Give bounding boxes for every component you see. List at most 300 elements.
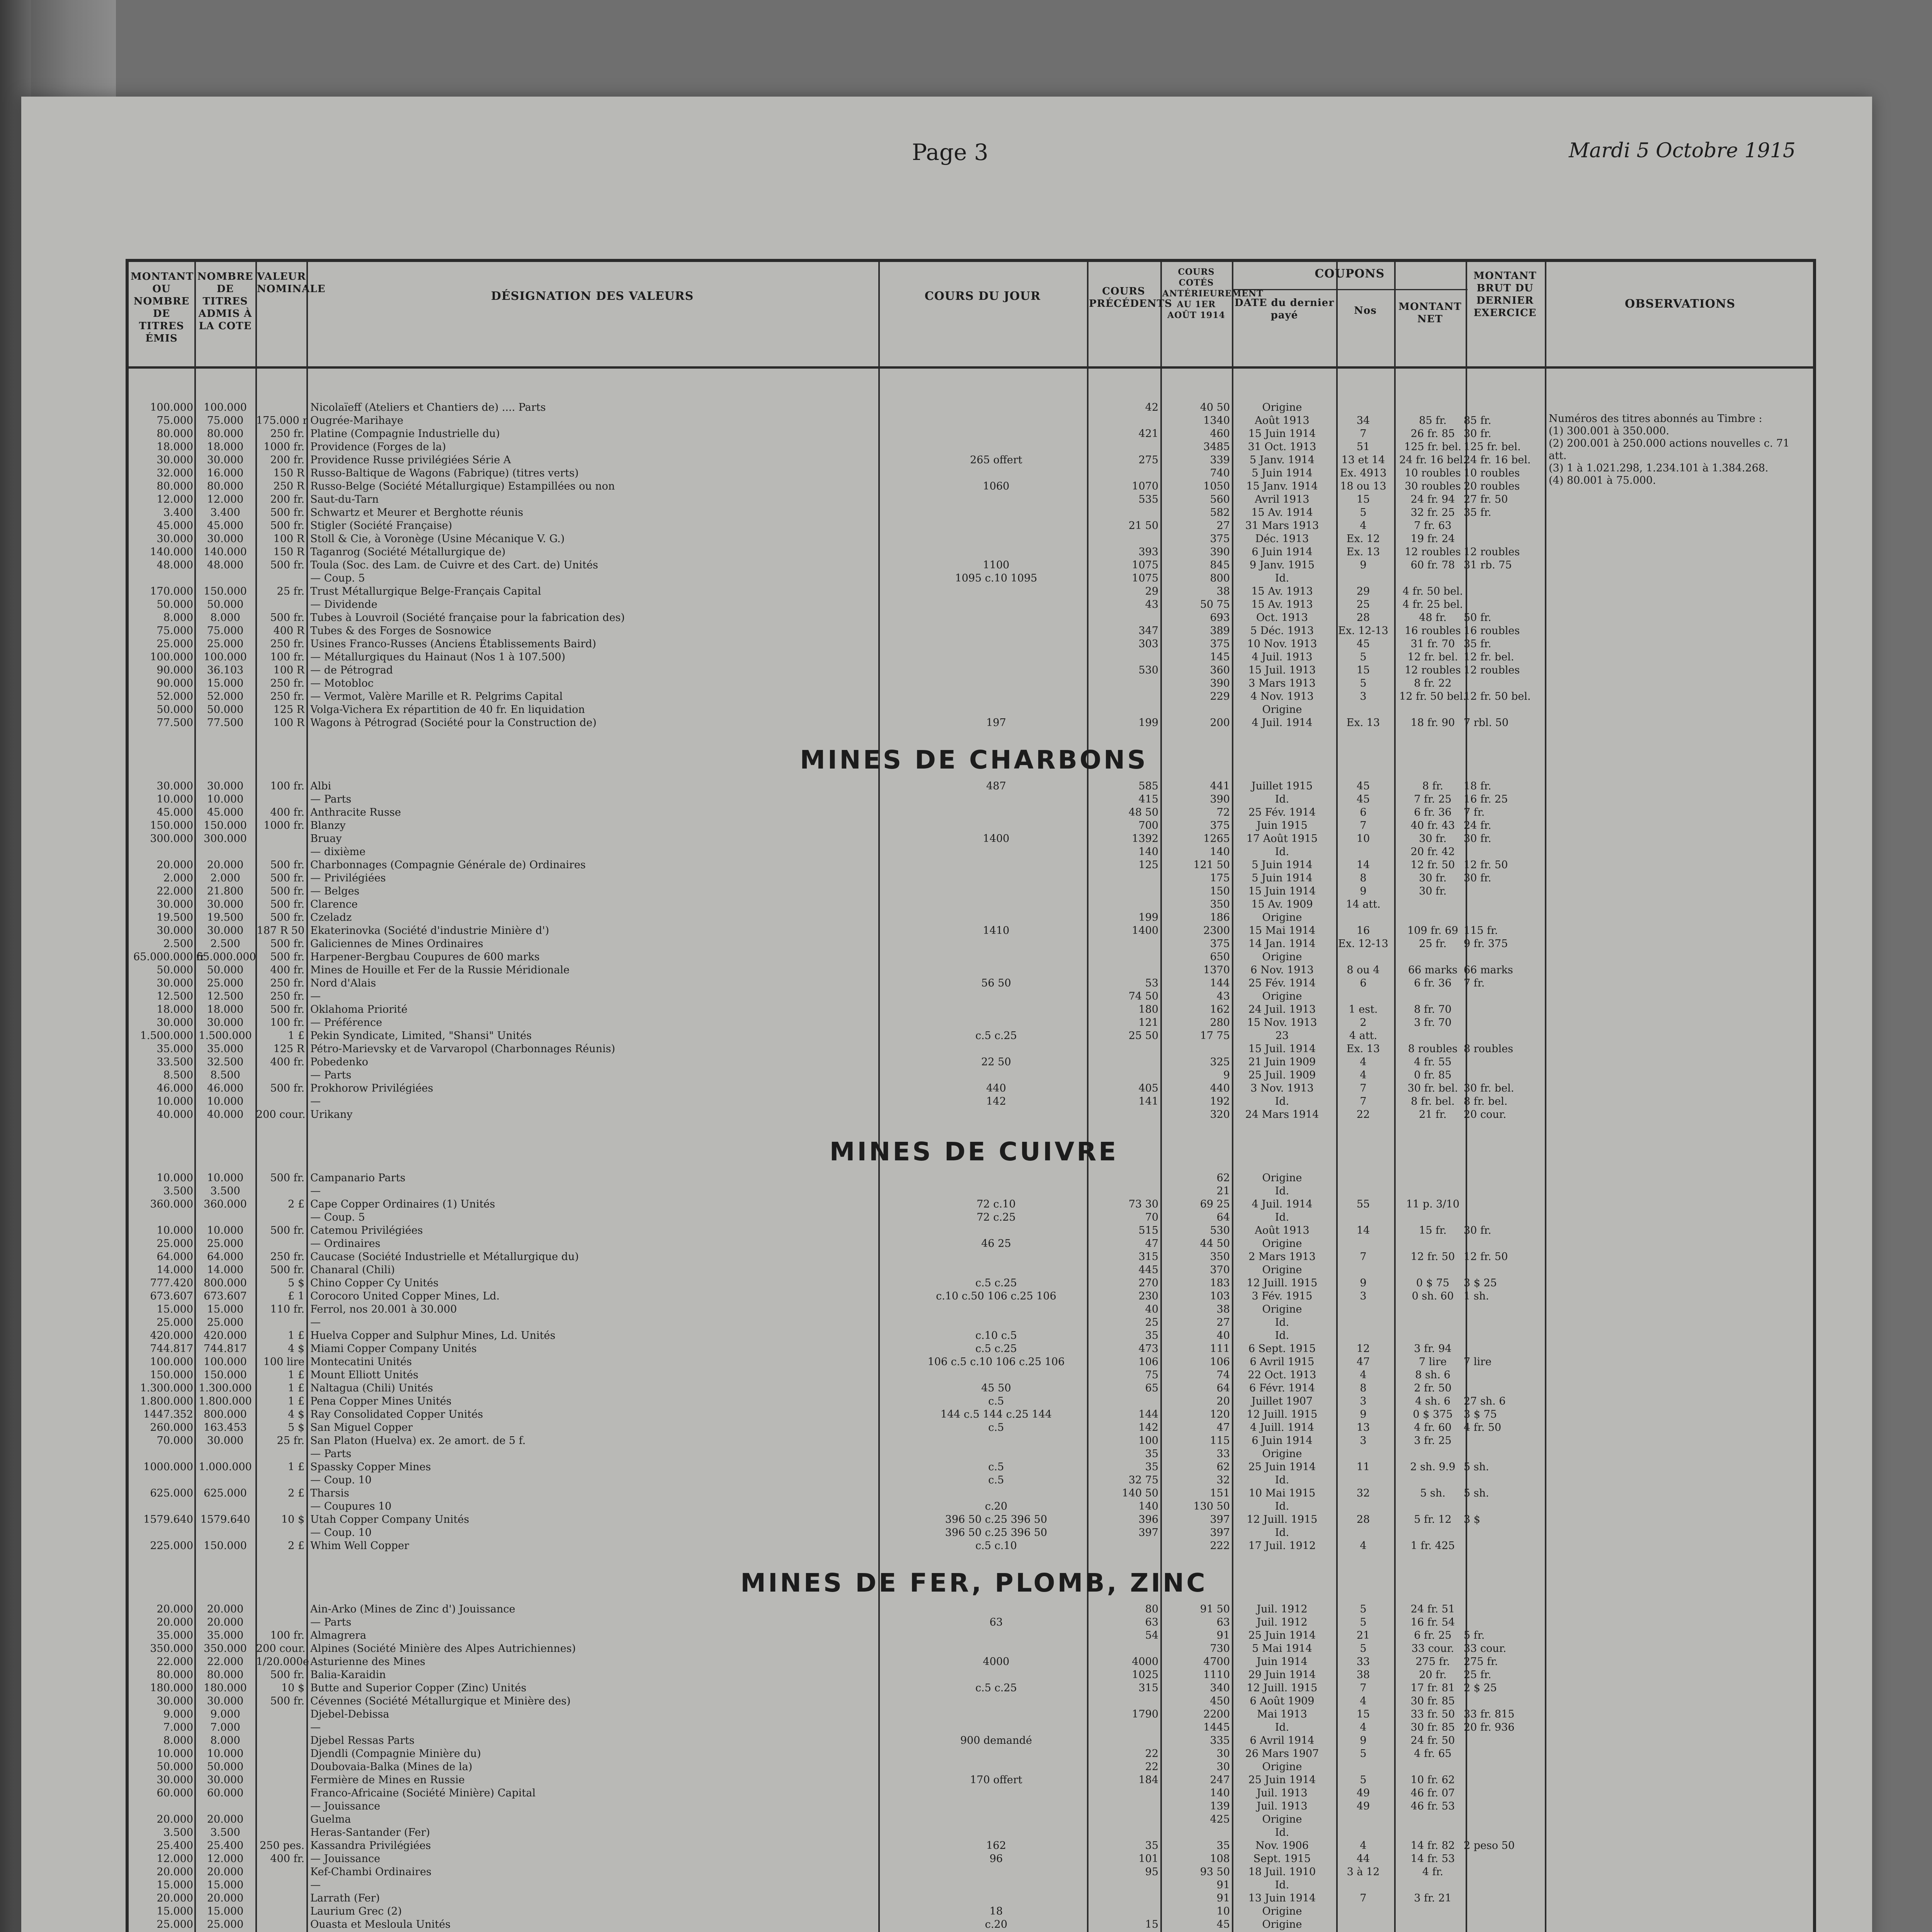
cell-date-coupon: Id. <box>1275 1211 1289 1223</box>
cell-cours-cote: 40 <box>1216 1330 1230 1342</box>
cell-date-coupon: 24 Juil. 1913 <box>1248 1003 1316 1015</box>
cell-cours-precedent: 421 <box>1138 428 1158 440</box>
cell-montant-net: 4 fr. 55 <box>1414 1056 1452 1068</box>
cell-designation: Tubes & des Forges de Sosnowice <box>310 625 492 637</box>
col-cours-precedents: COURS PRÉCÉDENTS <box>1089 286 1172 310</box>
cell-montant-brut: 7 fr. <box>1464 806 1485 818</box>
cell-montant-net: 33 cour. <box>1411 1643 1454 1655</box>
cell-designation: Russo-Belge (Société Métallurgique) Estampillées ou non <box>310 480 615 492</box>
cell-nombre: 25.400 <box>207 1840 244 1852</box>
cell-cours-cote: 350 <box>1210 898 1230 910</box>
cell-nombre: 20.000 <box>207 1616 244 1628</box>
cell-date-coupon: 2 Mars 1913 <box>1248 1251 1316 1263</box>
cell-cours-cote: 30 <box>1216 1748 1230 1760</box>
cell-nombre: 18.000 <box>207 1003 244 1015</box>
cell-date-coupon: 15 Mai 1914 <box>1248 925 1316 937</box>
table-row <box>129 1813 1819 1826</box>
cell-date-coupon: 6 Août 1909 <box>1250 1695 1315 1707</box>
cell-numero-coupon: 4 <box>1360 1069 1367 1081</box>
cell-designation: Ouasta et Mesloula Unités <box>310 1918 451 1930</box>
cell-designation: Usines Franco-Russes (Anciens Établissements Baird) <box>310 638 596 650</box>
cell-designation: Nicolaïeff (Ateliers et Chantiers de) .... Parts <box>310 401 546 413</box>
cell-designation: Taganrog (Société Métallurgique de) <box>310 546 506 558</box>
cell-nombre: 48.000 <box>207 559 244 571</box>
table-row <box>129 1290 1819 1303</box>
table-row <box>129 1539 1819 1553</box>
table-row <box>129 924 1819 937</box>
cell-valeur: 500 fr. <box>270 612 304 624</box>
cell-numero-coupon: 13 et 14 <box>1341 454 1385 466</box>
cell-cours-jour: 96 <box>989 1853 1003 1865</box>
cell-montant: 46.000 <box>156 1082 193 1094</box>
cell-nombre: 30.000 <box>207 454 244 466</box>
cell-montant: 100.000 <box>150 401 193 413</box>
cell-cours-jour: 396 50 c.25 396 50 <box>945 1527 1048 1539</box>
cell-designation: Franco-Africaine (Société Minière) Capital <box>310 1787 536 1799</box>
cell-nombre: 20.000 <box>207 1813 244 1825</box>
cell-numero-coupon: 3 <box>1360 690 1367 702</box>
cell-montant: 300.000 <box>150 833 193 845</box>
cell-montant-brut: 24 fr. 16 bel. <box>1464 454 1531 466</box>
cell-cours-precedent: 21 50 <box>1128 520 1158 532</box>
cell-montant-brut: 30 fr. <box>1464 428 1492 440</box>
cell-cours-cote: 2300 <box>1203 925 1230 937</box>
cell-designation: Platine (Compagnie Industrielle du) <box>310 428 500 440</box>
cell-cours-jour: 1060 <box>983 480 1010 492</box>
cell-montant-net: 19 fr. 24 <box>1410 533 1455 545</box>
table-row <box>129 1447 1819 1461</box>
cell-cours-cote: 389 <box>1210 625 1230 637</box>
cell-date-coupon: Origine <box>1262 951 1302 963</box>
cell-nombre: 50.000 <box>207 599 244 611</box>
table-row <box>129 845 1819 859</box>
table-row <box>129 937 1819 951</box>
table-row <box>129 690 1819 703</box>
cell-montant: 15.000 <box>156 1879 193 1891</box>
cell-cours-precedent: 74 50 <box>1128 990 1158 1002</box>
cell-nombre: 180.000 <box>204 1682 247 1694</box>
cell-numero-coupon: 6 <box>1360 806 1367 818</box>
cell-montant-net: 7 fr. 63 <box>1414 520 1452 532</box>
cell-numero-coupon: 13 <box>1356 1422 1370 1434</box>
cell-numero-coupon: Ex. 12 <box>1346 533 1380 545</box>
cell-date-coupon: 31 Mars 1913 <box>1245 520 1319 532</box>
cell-nombre: 30.000 <box>207 780 244 792</box>
cell-date-coupon: Origine <box>1262 1761 1302 1773</box>
cell-nombre: 625.000 <box>204 1487 247 1499</box>
cell-montant: 75.000 <box>156 415 193 427</box>
cell-designation: Djendli (Compagnie Minière du) <box>310 1748 481 1760</box>
cell-cours-cote: 1445 <box>1203 1721 1230 1733</box>
cell-designation: Spassky Copper Mines <box>310 1461 431 1473</box>
table-row <box>129 585 1819 598</box>
cell-montant: 70.000 <box>156 1435 193 1447</box>
cell-montant: 20.000 <box>156 1866 193 1878</box>
cell-designation: Czeladz <box>310 912 352 923</box>
cell-date-coupon: Juil. 1912 <box>1257 1603 1308 1615</box>
table-row <box>129 1382 1819 1395</box>
cell-numero-coupon: 33 <box>1356 1656 1370 1668</box>
table-header <box>129 262 1813 369</box>
cell-montant-brut: 8 fr. bel. <box>1464 1095 1508 1107</box>
cell-numero-coupon: 9 <box>1360 885 1367 897</box>
cell-nombre: 22.000 <box>207 1656 244 1668</box>
cell-cours-cote: 140 <box>1210 1787 1230 1799</box>
cell-valeur: 10 $ <box>281 1682 304 1694</box>
cell-montant-brut: 33 fr. 815 <box>1464 1708 1515 1720</box>
cell-montant: 1.500.000 <box>140 1030 193 1042</box>
cell-cours-precedent: 25 50 <box>1128 1030 1158 1042</box>
cell-cours-cote: 800 <box>1210 572 1230 584</box>
cell-montant-net: 32 fr. 25 <box>1410 507 1455 519</box>
cell-nombre: 744.817 <box>204 1343 247 1355</box>
table-body <box>129 401 1819 1932</box>
table-row <box>129 1303 1819 1316</box>
cell-date-coupon: 15 Juin 1914 <box>1248 428 1316 440</box>
cell-montant: 50.000 <box>156 964 193 976</box>
cell-nombre: 80.000 <box>207 1669 244 1681</box>
cell-montant: 52.000 <box>156 690 193 702</box>
cell-valeur: 500 fr. <box>270 1172 304 1184</box>
page-number: Page 3 <box>912 139 988 165</box>
cell-designation: Montecatini Unités <box>310 1356 412 1368</box>
cell-cours-precedent: 303 <box>1138 638 1158 650</box>
cell-date-coupon: 25 Juil. 1909 <box>1248 1069 1316 1081</box>
cell-numero-coupon: 5 <box>1360 1643 1367 1655</box>
cell-cours-cote: 64 <box>1216 1382 1230 1394</box>
cell-nombre: 800.000 <box>204 1408 247 1420</box>
cell-montant: 20.000 <box>156 1892 193 1904</box>
cell-montant-brut: 125 fr. bel. <box>1464 441 1521 453</box>
cell-nombre: 10.000 <box>207 1225 244 1236</box>
cell-valeur: 125 R <box>273 704 304 716</box>
cell-date-coupon: 4 Juill. 1914 <box>1250 1422 1314 1434</box>
cell-designation: Butte and Superior Copper (Zinc) Unités <box>310 1682 527 1694</box>
cell-numero-coupon: 47 <box>1356 1356 1370 1368</box>
cell-nombre: 2.500 <box>210 938 240 950</box>
cell-cours-precedent: 535 <box>1138 493 1158 505</box>
table-row <box>129 1342 1819 1355</box>
cell-date-coupon: 6 Juin 1914 <box>1252 546 1313 558</box>
cell-cours-precedent: 530 <box>1138 664 1158 676</box>
cell-nombre: 25.000 <box>207 638 244 650</box>
cell-designation: Ferrol, nos 20.001 à 30.000 <box>310 1303 457 1315</box>
cell-montant-net: 2 fr. 50 <box>1414 1382 1452 1394</box>
cell-date-coupon: 14 Jan. 1914 <box>1248 938 1316 950</box>
cell-nombre: 65.000.000 <box>196 951 256 963</box>
cell-date-coupon: Juil. 1913 <box>1257 1787 1308 1799</box>
cell-montant: 90.000 <box>156 677 193 689</box>
cell-numero-coupon: 5 <box>1360 1603 1367 1615</box>
table-row <box>129 624 1819 638</box>
cell-numero-coupon: 14 <box>1356 1225 1370 1236</box>
cell-cours-precedent: 270 <box>1138 1277 1158 1289</box>
cell-valeur: 100 fr. <box>270 651 304 663</box>
cell-cours-cote: 3485 <box>1203 441 1230 453</box>
cell-cours-cote: 38 <box>1216 585 1230 597</box>
cell-cours-precedent: 4000 <box>1132 1656 1158 1668</box>
cell-nombre: 25.000 <box>207 1918 244 1930</box>
cell-montant-net: 48 fr. <box>1419 612 1447 624</box>
table-row <box>129 1172 1819 1185</box>
cell-date-coupon: Origine <box>1262 1448 1302 1460</box>
cell-cours-jour: 72 c.10 <box>976 1198 1016 1210</box>
cell-designation: Harpener-Bergbau Coupures de 600 marks <box>310 951 540 963</box>
cell-date-coupon: Août 1913 <box>1255 1225 1310 1236</box>
cell-designation: Pena Copper Mines Unités <box>310 1395 452 1407</box>
cell-date-coupon: 15 Juil. 1913 <box>1248 664 1316 676</box>
cell-montant: 350.000 <box>150 1643 193 1655</box>
cell-valeur: 2 £ <box>288 1198 304 1210</box>
cell-cours-precedent: 1025 <box>1132 1669 1158 1681</box>
cell-cours-jour: 487 <box>986 780 1006 792</box>
cell-cours-precedent: 35 <box>1145 1330 1158 1342</box>
cell-numero-coupon: Ex. 12-13 <box>1338 938 1388 950</box>
cell-cours-precedent: 1075 <box>1132 572 1158 584</box>
table-row <box>129 1329 1819 1342</box>
cell-date-coupon: 5 Janv. 1914 <box>1250 454 1315 466</box>
cell-designation: Nord d'Alais <box>310 977 376 989</box>
cell-nombre: 10.000 <box>207 793 244 805</box>
cell-montant: 25.000 <box>156 1238 193 1250</box>
cell-valeur: 100 R <box>273 717 304 729</box>
cell-numero-coupon: 45 <box>1356 780 1370 792</box>
cell-cours-cote: 450 <box>1210 1695 1230 1707</box>
cell-valeur: 500 fr. <box>270 507 304 519</box>
cell-cours-cote: 103 <box>1210 1290 1230 1302</box>
cell-valeur: 250 fr. <box>270 977 304 989</box>
cell-nombre: 10.000 <box>207 1172 244 1184</box>
table-row <box>129 1603 1819 1616</box>
cell-cours-precedent: 35 <box>1145 1448 1158 1460</box>
cell-date-coupon: Origine <box>1262 1303 1302 1315</box>
cell-montant-net: 24 fr. 16 bel. <box>1399 454 1466 466</box>
cell-nombre: 420.000 <box>204 1330 247 1342</box>
cell-montant-brut: 115 fr. <box>1464 925 1498 937</box>
cell-numero-coupon: 5 <box>1360 1774 1367 1786</box>
cell-montant-net: 6 fr. 25 <box>1414 1629 1452 1641</box>
cell-montant-net: 30 fr. bel. <box>1407 1082 1458 1094</box>
cell-cours-cote: 91 <box>1216 1892 1230 1904</box>
cell-numero-coupon: Ex. 13 <box>1346 717 1380 729</box>
cell-cours-jour: 142 <box>986 1095 1006 1107</box>
cell-date-coupon: 5 Juin 1914 <box>1252 872 1313 884</box>
cell-date-coupon: 15 Av. 1913 <box>1251 599 1313 611</box>
cell-cours-cote: 35 <box>1216 1840 1230 1852</box>
cell-date-coupon: Id. <box>1275 1185 1289 1197</box>
cell-cours-cote: 390 <box>1210 677 1230 689</box>
table-row <box>129 611 1819 624</box>
cell-valeur: 150 R <box>273 546 304 558</box>
cell-date-coupon: Origine <box>1262 990 1302 1002</box>
cell-numero-coupon: 25 <box>1356 599 1370 611</box>
cell-valeur: 500 fr. <box>270 1225 304 1236</box>
cell-montant: 180.000 <box>150 1682 193 1694</box>
cell-date-coupon: 25 Juin 1914 <box>1248 1774 1316 1786</box>
cell-montant: 48.000 <box>156 559 193 571</box>
cell-valeur: 1 £ <box>288 1461 304 1473</box>
cell-nombre: 20.000 <box>207 1866 244 1878</box>
cell-nombre: 1.800.000 <box>199 1395 252 1407</box>
cell-montant-brut: 18 fr. <box>1464 780 1492 792</box>
cell-cours-cote: 730 <box>1210 1643 1230 1655</box>
cell-montant: 30.000 <box>156 898 193 910</box>
table-row <box>129 506 1819 519</box>
cell-montant: 9.000 <box>163 1708 193 1720</box>
cell-cours-precedent: 140 <box>1138 1500 1158 1512</box>
table-row <box>129 1395 1819 1408</box>
cell-designation: Djebel-Debissa <box>310 1708 389 1720</box>
cell-cours-cote: 375 <box>1210 533 1230 545</box>
cell-montant: 100.000 <box>150 1356 193 1368</box>
cell-cours-cote: 150 <box>1210 885 1230 897</box>
cell-numero-coupon: 7 <box>1360 820 1367 832</box>
cell-nombre: 80.000 <box>207 428 244 440</box>
cell-valeur: 100 lire <box>263 1356 304 1368</box>
cell-nombre: 12.500 <box>207 990 244 1002</box>
cell-numero-coupon: 12 <box>1356 1343 1370 1355</box>
cell-nombre: 21.800 <box>207 885 244 897</box>
cell-cours-jour: 72 c.25 <box>976 1211 1016 1223</box>
cell-nombre: 35.000 <box>207 1043 244 1055</box>
cell-designation: — <box>310 1095 321 1107</box>
cell-designation: — <box>310 1185 321 1197</box>
cell-cours-precedent: 35 <box>1145 1840 1158 1852</box>
cell-date-coupon: Id. <box>1275 572 1289 584</box>
cell-valeur: 250 fr. <box>270 638 304 650</box>
cell-numero-coupon: 32 <box>1356 1487 1370 1499</box>
cell-cours-cote: 1050 <box>1203 480 1230 492</box>
cell-montant: 10.000 <box>156 1172 193 1184</box>
table-row <box>129 1500 1819 1513</box>
cell-cours-jour: 144 c.5 144 c.25 144 <box>940 1408 1052 1420</box>
cell-cours-cote: 2200 <box>1203 1708 1230 1720</box>
cell-valeur: 100 fr. <box>270 1017 304 1029</box>
table-row <box>129 1513 1819 1526</box>
table-row <box>129 1016 1819 1029</box>
cell-numero-coupon: 7 <box>1360 428 1367 440</box>
cell-cours-jour: 1095 c.10 1095 <box>955 572 1037 584</box>
cell-montant: 80.000 <box>156 1669 193 1681</box>
cell-montant-net: 2 sh. 9.9 <box>1410 1461 1456 1473</box>
table-row <box>129 1747 1819 1760</box>
table-row <box>129 1355 1819 1369</box>
cell-designation: Tharsis <box>310 1487 349 1499</box>
cell-designation: Laurium Grec (2) <box>310 1905 402 1917</box>
cell-valeur: 250 fr. <box>270 677 304 689</box>
cell-date-coupon: 10 Nov. 1913 <box>1247 638 1317 650</box>
col-observations: OBSERVATIONS <box>1624 297 1736 311</box>
cell-designation: Utah Copper Company Unités <box>310 1514 469 1526</box>
cell-montant-net: 25 fr. <box>1419 938 1447 950</box>
cell-montant-net: 275 fr. <box>1415 1656 1450 1668</box>
cell-montant: 10.000 <box>156 1748 193 1760</box>
cell-montant-net: 125 fr. bel. <box>1404 441 1461 453</box>
cell-date-coupon: Avril 1913 <box>1255 493 1310 505</box>
col-coupons: COUPONS <box>1315 267 1385 281</box>
cell-montant: 75.000 <box>156 625 193 637</box>
cell-cours-cote: 200 <box>1210 717 1230 729</box>
cell-designation: Djebel Ressas Parts <box>310 1735 415 1747</box>
cell-cours-precedent: 47 <box>1145 1238 1158 1250</box>
cell-cours-cote: 10 <box>1216 1905 1230 1917</box>
cell-nombre: 15.000 <box>207 677 244 689</box>
cell-cours-precedent: 230 <box>1138 1290 1158 1302</box>
cell-cours-cote: 91 <box>1216 1879 1230 1891</box>
cell-numero-coupon: 28 <box>1356 1514 1370 1526</box>
cell-valeur: 500 fr. <box>270 859 304 871</box>
cell-numero-coupon: 5 <box>1360 1616 1367 1628</box>
table-row <box>129 780 1819 793</box>
cell-designation: — <box>310 1316 321 1328</box>
cell-cours-jour: 22 50 <box>981 1056 1011 1068</box>
cell-montant-brut: 35 fr. <box>1464 638 1492 650</box>
cell-date-coupon: 25 Juin 1914 <box>1248 1629 1316 1641</box>
cell-nombre: 16.000 <box>207 467 244 479</box>
table-row <box>129 1918 1819 1931</box>
cell-designation: Stoll & Cie, à Voronège (Usine Mécanique V. G.) <box>310 533 565 545</box>
cell-montant-net: 30 fr. <box>1419 833 1447 845</box>
table-row <box>129 964 1819 977</box>
cell-montant-net: 8 fr. bel. <box>1411 1095 1455 1107</box>
cell-montant-net: 3 fr. 21 <box>1414 1892 1452 1904</box>
cell-numero-coupon: Ex. 13 <box>1346 546 1380 558</box>
col-cours-cotes: COURS COTÉS ANTÉRIEUREMENT AU 1ER AOÛT 1914 <box>1162 267 1264 320</box>
cell-cours-cote: 222 <box>1210 1540 1230 1552</box>
cell-designation: Huelva Copper and Sulphur Mines, Ld. Unités <box>310 1330 556 1342</box>
cell-cours-cote: 20 <box>1216 1395 1230 1407</box>
cell-designation: San Miguel Copper <box>310 1422 413 1434</box>
cell-valeur: 500 fr. <box>270 912 304 923</box>
cell-cours-cote: 9 <box>1223 1069 1230 1081</box>
cell-designation: Ain-Arko (Mines de Zinc d') Jouissance <box>310 1603 515 1615</box>
cell-montant: 25.000 <box>156 1316 193 1328</box>
cell-montant-net: 11 p. 3/10 <box>1406 1198 1460 1210</box>
cell-designation: — <box>310 1879 321 1891</box>
cell-cours-cote: 183 <box>1210 1277 1230 1289</box>
table-row <box>129 1224 1819 1237</box>
cell-designation: Kassandra Privilégiées <box>310 1840 431 1852</box>
cell-cours-precedent: 25 <box>1145 1316 1158 1328</box>
cell-montant: 140.000 <box>150 546 193 558</box>
cell-montant-net: 24 fr. 51 <box>1410 1603 1455 1615</box>
cell-cours-cote: 120 <box>1210 1408 1230 1420</box>
cell-cours-cote: 325 <box>1210 1056 1230 1068</box>
cell-montant-net: 8 fr. 70 <box>1414 1003 1452 1015</box>
cell-nombre: 15.000 <box>207 1879 244 1891</box>
cell-cours-jour: c.20 <box>985 1500 1008 1512</box>
cell-montant-brut: 10 roubles <box>1464 467 1520 479</box>
cell-cours-cote: 280 <box>1210 1017 1230 1029</box>
cell-montant-brut: 30 fr. <box>1464 872 1492 884</box>
cell-montant-brut: 7 fr. <box>1464 977 1485 989</box>
cell-valeur: 1000 fr. <box>264 441 304 453</box>
cell-cours-cote: 375 <box>1210 938 1230 950</box>
table-row <box>129 1056 1819 1069</box>
cell-nombre: 46.000 <box>207 1082 244 1094</box>
cell-montant: 150.000 <box>150 820 193 832</box>
cell-numero-coupon: 5 <box>1360 651 1367 663</box>
cell-numero-coupon: 38 <box>1356 1669 1370 1681</box>
cell-cours-cote: 1370 <box>1203 964 1230 976</box>
cell-montant: 18.000 <box>156 441 193 453</box>
cell-cours-precedent: 275 <box>1138 454 1158 466</box>
cell-valeur: 400 fr. <box>270 964 304 976</box>
cell-cours-cote: 335 <box>1210 1735 1230 1747</box>
cell-montant-net: 7 lire <box>1419 1356 1447 1368</box>
cell-montant-net: 8 fr. 22 <box>1414 677 1452 689</box>
cell-designation: Doubovaia-Balka (Mines de la) <box>310 1761 473 1773</box>
